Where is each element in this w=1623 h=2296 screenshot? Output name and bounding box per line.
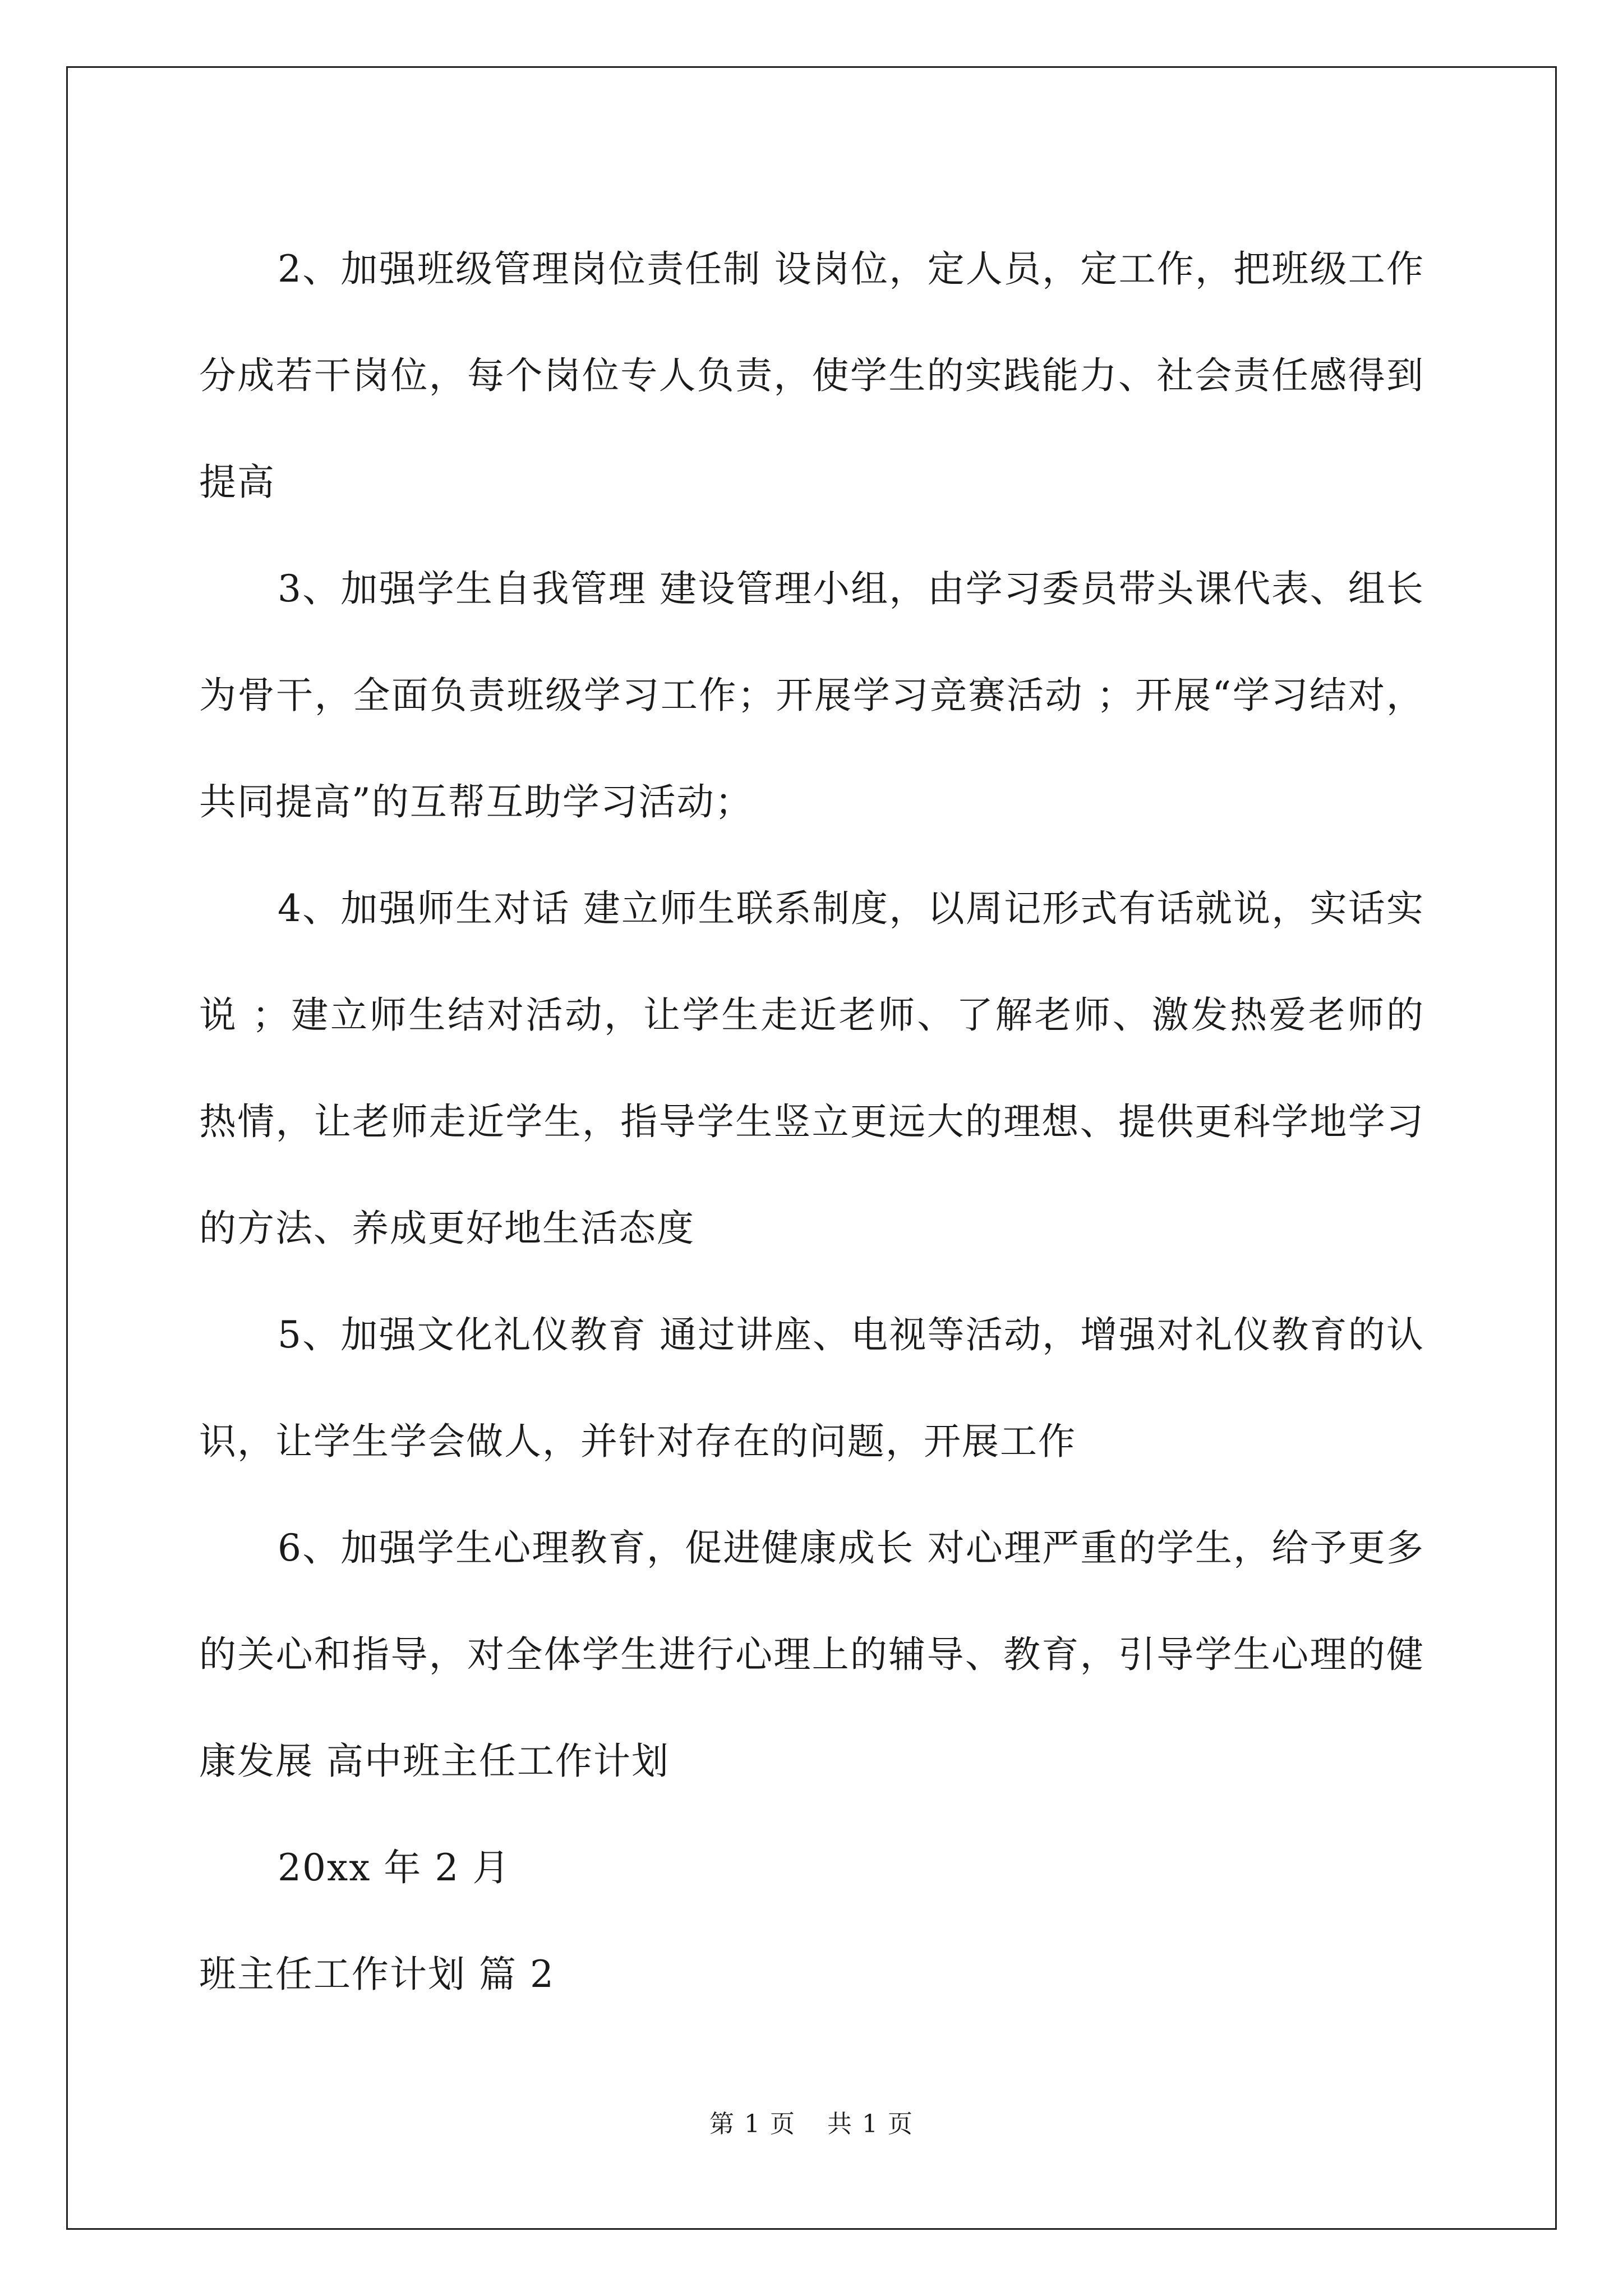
date-line: 20xx 年 2 月 (278, 1846, 511, 1889)
paragraph-item-2: 2、加强班级管理岗位责任制 设岗位，定人员，定工作，把班级工作分成若干岗位，每个岗位专人负责，使学生的实践能力、社会责任感得到提高 (199, 247, 1424, 504)
document-body (199, 216, 1424, 2028)
paragraph-item-6: 6、加强学生心理教育，促进健康成长 对心理严重的学生，给予更多的关心和指导，对全体学生进行心理上的辅导、教育，引导学生心理的健康发展 高中班主任工作计划 (199, 1526, 1424, 1783)
paragraph-item-3: 3、加强学生自我管理 建设管理小组，由学习委员带头课代表、组长为骨干，全面负责班级学习工作；开展学习竞赛活动 ；开展“学习结对，共同提高”的互帮互助学习活动； (199, 567, 1424, 823)
section-heading: 班主任工作计划 篇 2 (199, 1953, 555, 1996)
page-number-total: 共 1 页 (827, 2110, 914, 2138)
paragraph-item-5: 5、加强文化礼仪教育 通过讲座、电视等活动，增强对礼仪教育的认识，让学生学会做人，并针对存在的问题，开展工作 (199, 1313, 1424, 1463)
page-footer (0, 2104, 1623, 2139)
page-number-current: 第 1 页 (709, 2110, 796, 2138)
paragraph-item-4: 4、加强师生对话 建立师生联系制度，以周记形式有话就说，实话实说 ；建立师生结对活动，让学生走近老师、了解老师、激发热爱老师的热情，让老师走近学生，指导学生竖立更远大的理想、提供更科学地学习的方法、养成更好地生活态度 (199, 887, 1424, 1250)
